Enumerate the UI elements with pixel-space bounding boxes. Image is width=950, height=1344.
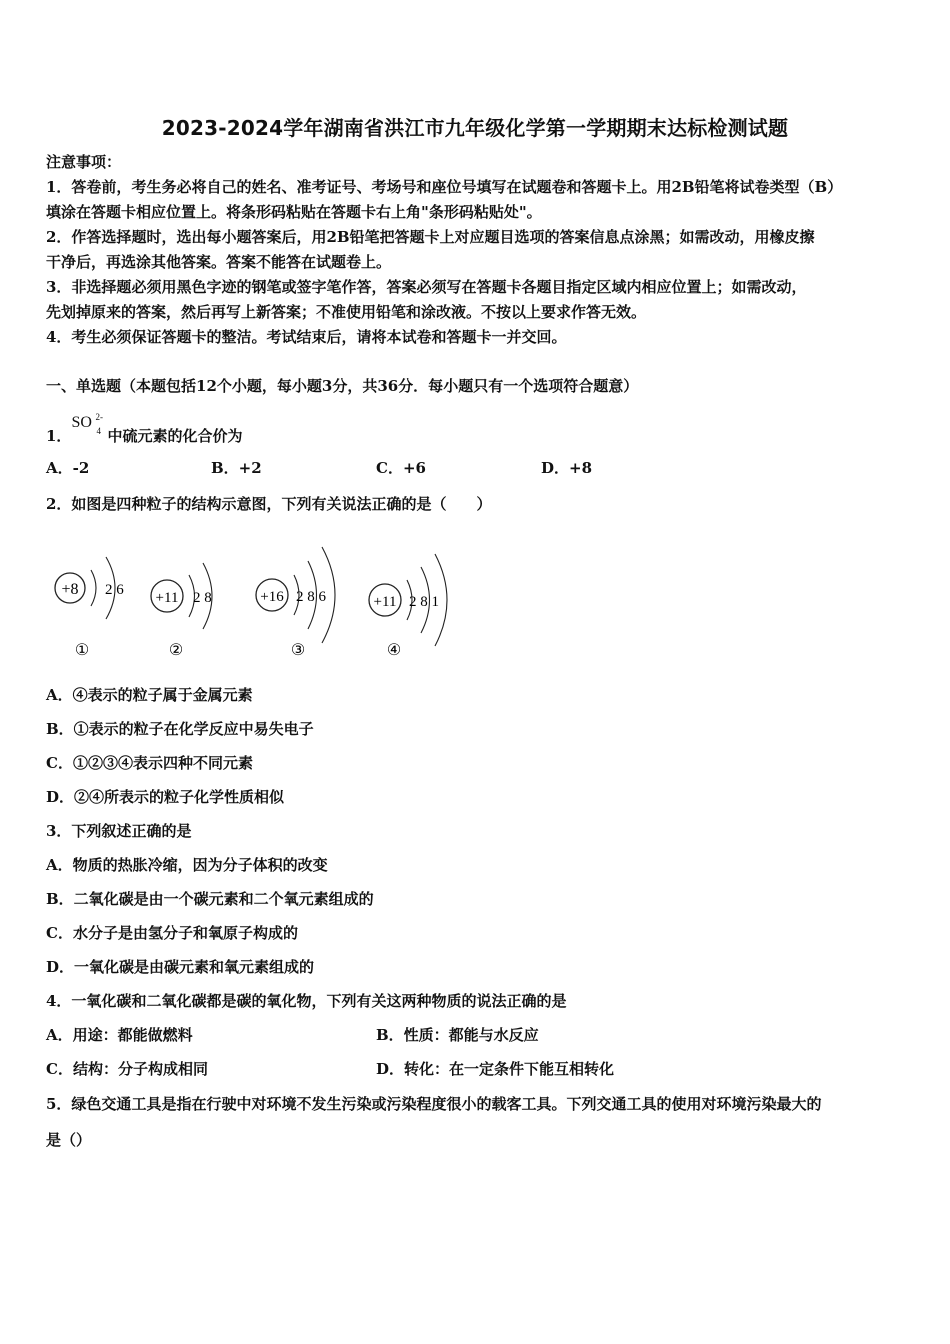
atom-3-label: ③ xyxy=(290,642,306,659)
section-heading: 一、单选题（本题包括12个小题，每小题3分，共36分．每小题只有一个选项符合题意） xyxy=(46,377,639,395)
q2-option-b[interactable]: B．①表示的粒子在化学反应中易失电子 xyxy=(46,720,314,738)
q2-option-c[interactable]: C．①②③④表示四种不同元素 xyxy=(46,754,253,772)
atom-2-electrons: 2 8 xyxy=(193,590,212,606)
q3-option-c[interactable]: C．水分子是由氢分子和氧原子构成的 xyxy=(46,924,298,942)
q3-option-a[interactable]: A．物质的热胀冷缩，因为分子体积的改变 xyxy=(46,856,328,874)
formula-main: SO xyxy=(71,414,92,431)
atom-1-label: ① xyxy=(74,642,90,659)
notice-line-2a: 2．作答选择题时，选出每小题答案后，用2B铅笔把答题卡上对应题目选项的答案信息点涂黑；如需改动，用橡皮擦 xyxy=(46,228,815,246)
atom-3-nucleus: +16 xyxy=(260,589,284,605)
atom-diagram-2 xyxy=(151,563,212,659)
atom-1-electrons: 2 6 xyxy=(105,582,124,598)
formula-subscript: 4 xyxy=(96,426,101,436)
q4-option-a[interactable]: A．用途：都能做燃料 xyxy=(46,1026,193,1044)
question-5-line-1: 5．绿色交通工具是指在行驶中对环境不发生污染或污染程度很小的载客工具。下列交通工具的使用对环境污染最大的 xyxy=(46,1095,822,1113)
atom-diagram-3 xyxy=(256,547,335,659)
sulfate-formula xyxy=(71,413,107,437)
formula-charge: 2- xyxy=(95,412,103,422)
notice-line-3a: 3．非选择题必须用黑色字迹的钢笔或签字笔作答，答案必须写在答题卡各题目指定区域内相应位置上；如需改动， xyxy=(46,278,807,296)
q1-option-b[interactable]: B．+2 xyxy=(211,459,262,477)
notice-heading: 注意事项： xyxy=(46,153,122,171)
q3-option-d[interactable]: D．一氧化碳是由碳元素和氧元素组成的 xyxy=(46,958,315,976)
q4-option-d[interactable]: D．转化：在一定条件下能互相转化 xyxy=(376,1060,615,1078)
question-text: 中硫元素的化合价为 xyxy=(107,427,243,445)
atom-diagram-4 xyxy=(369,554,447,659)
question-number: 1． xyxy=(46,427,72,445)
question-4-stem: 4．一氧化碳和二氧化碳都是碳的氧化物，下列有关这两种物质的说法正确的是 xyxy=(46,992,567,1010)
notice-line-1b: 填涂在答题卡相应位置上。将条形码粘贴在答题卡右上角"条形码粘贴处"。 xyxy=(46,203,542,221)
q2-option-d[interactable]: D．②④所表示的粒子化学性质相似 xyxy=(46,788,285,806)
q3-option-b[interactable]: B．二氧化碳是由一个碳元素和二个氧元素组成的 xyxy=(46,890,374,908)
atom-1-nucleus: +8 xyxy=(61,581,79,598)
atom-2-label: ② xyxy=(168,642,184,659)
atom-3-electrons: 2 8 6 xyxy=(296,589,326,605)
atom-4-label: ④ xyxy=(386,642,402,659)
atom-diagram-1 xyxy=(55,557,124,659)
question-2-stem: 2．如图是四种粒子的结构示意图，下列有关说法正确的是（ ） xyxy=(46,495,492,513)
q1-option-c[interactable]: C．+6 xyxy=(376,459,426,477)
question-3-stem: 3．下列叙述正确的是 xyxy=(46,822,192,840)
page-title: 2023-2024学年湖南省洪江市九年级化学第一学期期末达标检测试题 xyxy=(161,116,789,140)
atom-structure-diagrams xyxy=(46,533,476,667)
question-1 xyxy=(46,413,242,446)
q1-option-a[interactable]: A．-2 xyxy=(46,459,90,477)
question-5-line-2: 是（） xyxy=(46,1131,92,1149)
q1-option-d[interactable]: D．+8 xyxy=(541,459,593,477)
notice-line-3b: 先划掉原来的答案，然后再写上新答案；不准使用铅笔和涂改液。不按以上要求作答无效。 xyxy=(46,303,647,321)
atom-4-nucleus: +11 xyxy=(373,594,397,610)
notice-line-2b: 干净后，再选涂其他答案。答案不能答在试题卷上。 xyxy=(46,253,392,271)
q4-option-c[interactable]: C．结构：分子构成相同 xyxy=(46,1060,208,1078)
notice-line-1a: 1．答卷前，考生务必将自己的姓名、准考证号、考场号和座位号填写在试题卷和答题卡上。用2B铅笔将试卷类型（B） xyxy=(46,178,843,196)
atom-2-nucleus: +11 xyxy=(155,590,179,606)
q2-option-a[interactable]: A．④表示的粒子属于金属元素 xyxy=(46,686,253,704)
q4-option-b[interactable]: B．性质：都能与水反应 xyxy=(376,1026,539,1044)
notice-line-4: 4．考生必须保证答题卡的整洁。考试结束后，请将本试卷和答题卡一并交回。 xyxy=(46,328,567,346)
atom-4-electrons: 2 8 1 xyxy=(409,594,439,610)
